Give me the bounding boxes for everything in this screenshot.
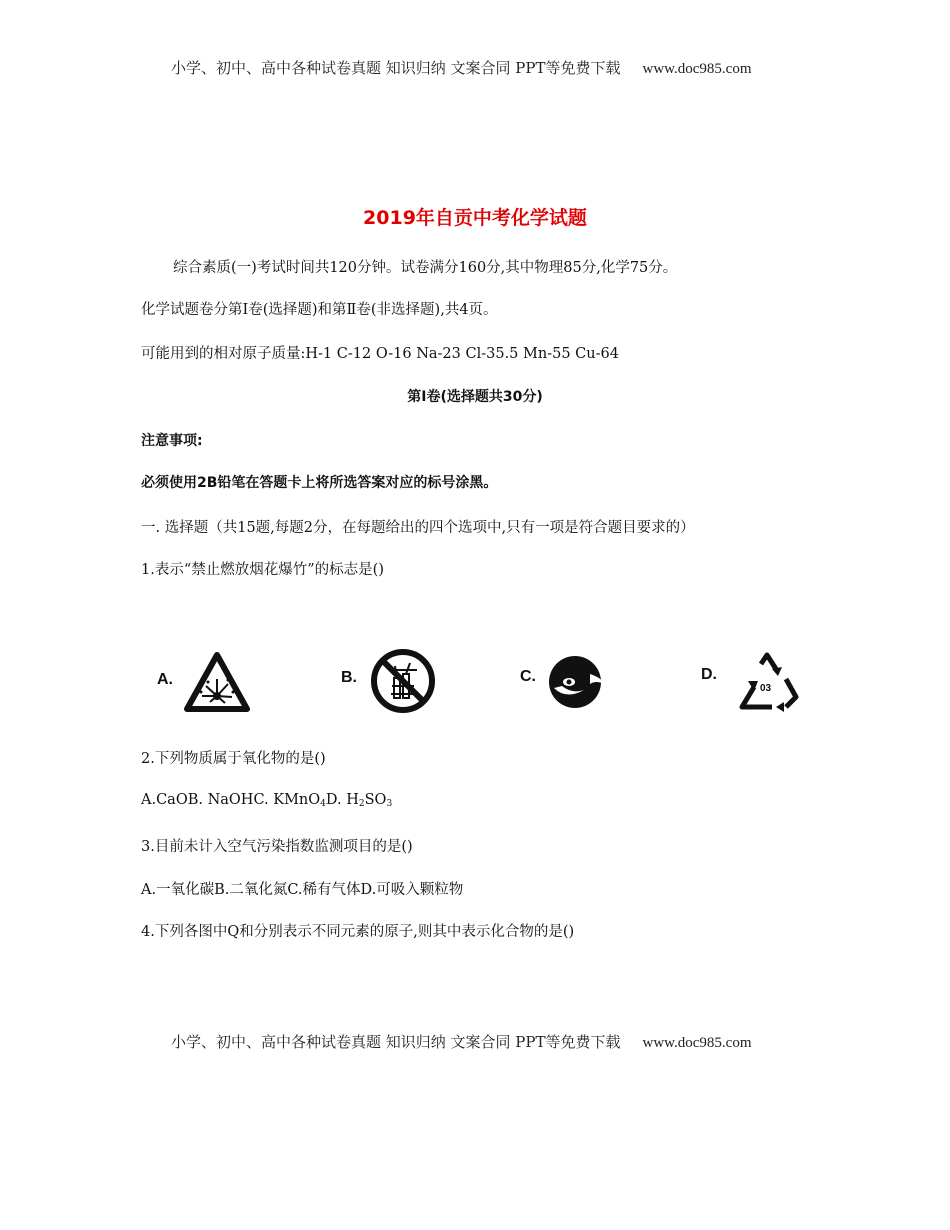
q2-subscript-1: 4 <box>320 799 326 809</box>
option-d-label: D. <box>701 666 717 683</box>
notice-text: 必须使用2B铅笔在答题卡上将所选答案对应的标号涂黑。 <box>141 475 498 491</box>
logo-symbol-icon <box>546 654 606 710</box>
q2-options-part-c: SO <box>364 792 387 808</box>
q2-options-part-b: D. H <box>325 792 359 808</box>
question-1-stem: 1.表示“禁止燃放烟花爆竹”的标志是() <box>141 562 384 578</box>
question-2-stem: 2.下列物质属于氧化物的是() <box>141 751 326 767</box>
footer-text: 小学、初中、高中各种试卷真题 知识归纳 文案合同 PPT等免费下载 <box>171 1033 621 1051</box>
option-b-label: B. <box>341 669 357 686</box>
intro-line-3: 可能用到的相对原子质量:H-1 C-12 O-16 Na-23 Cl-35.5 Mn-55 Cu-64 <box>141 346 619 362</box>
footer-url[interactable]: www.doc985.com <box>642 1035 752 1051</box>
question-2-options <box>141 792 392 809</box>
section-title: 第Ⅰ卷(选择题共30分) <box>407 389 543 405</box>
page-header <box>171 57 752 78</box>
q2-subscript-2: 2 <box>358 799 365 809</box>
explosive-warning-icon <box>184 652 250 712</box>
question-3-stem: 3.目前未计入空气污染指数监测项目的是() <box>141 839 413 855</box>
intro-line-1: 综合素质(一)考试时间共120分钟。试卷满分160分,其中物理85分,化学75分。 <box>173 260 678 276</box>
page-title: 2019年自贡中考化学试题 <box>363 207 587 229</box>
intro-line-2: 化学试题卷分第Ⅰ卷(选择题)和第Ⅱ卷(非选择题),共4页。 <box>141 302 498 318</box>
question-3-options: A.一氧化碳B.二氧化氮C.稀有气体D.可吸入颗粒物 <box>141 882 464 898</box>
header-url[interactable]: www.doc985.com <box>642 61 752 77</box>
header-text: 小学、初中、高中各种试卷真题 知识归纳 文案合同 PPT等免费下载 <box>171 59 621 77</box>
part-heading: 一. 选择题（共15题,每题2分，在每题给出的四个选项中,只有一项是符合题目要求的） <box>141 520 695 536</box>
recycle-number: 03 <box>760 683 772 694</box>
notice-label: 注意事项: <box>141 433 203 449</box>
q2-subscript-3: 3 <box>386 799 393 809</box>
page-footer <box>171 1031 752 1052</box>
q2-options-part-a: A.CaOB. NaOHC. KMnO <box>141 792 321 808</box>
no-fireworks-icon <box>370 648 436 714</box>
option-c-label: C. <box>520 668 536 685</box>
option-a-label: A. <box>157 671 173 688</box>
question-4-stem: 4.下列各图中Q和分别表示不同元素的原子,则其中表示化合物的是() <box>141 924 575 940</box>
